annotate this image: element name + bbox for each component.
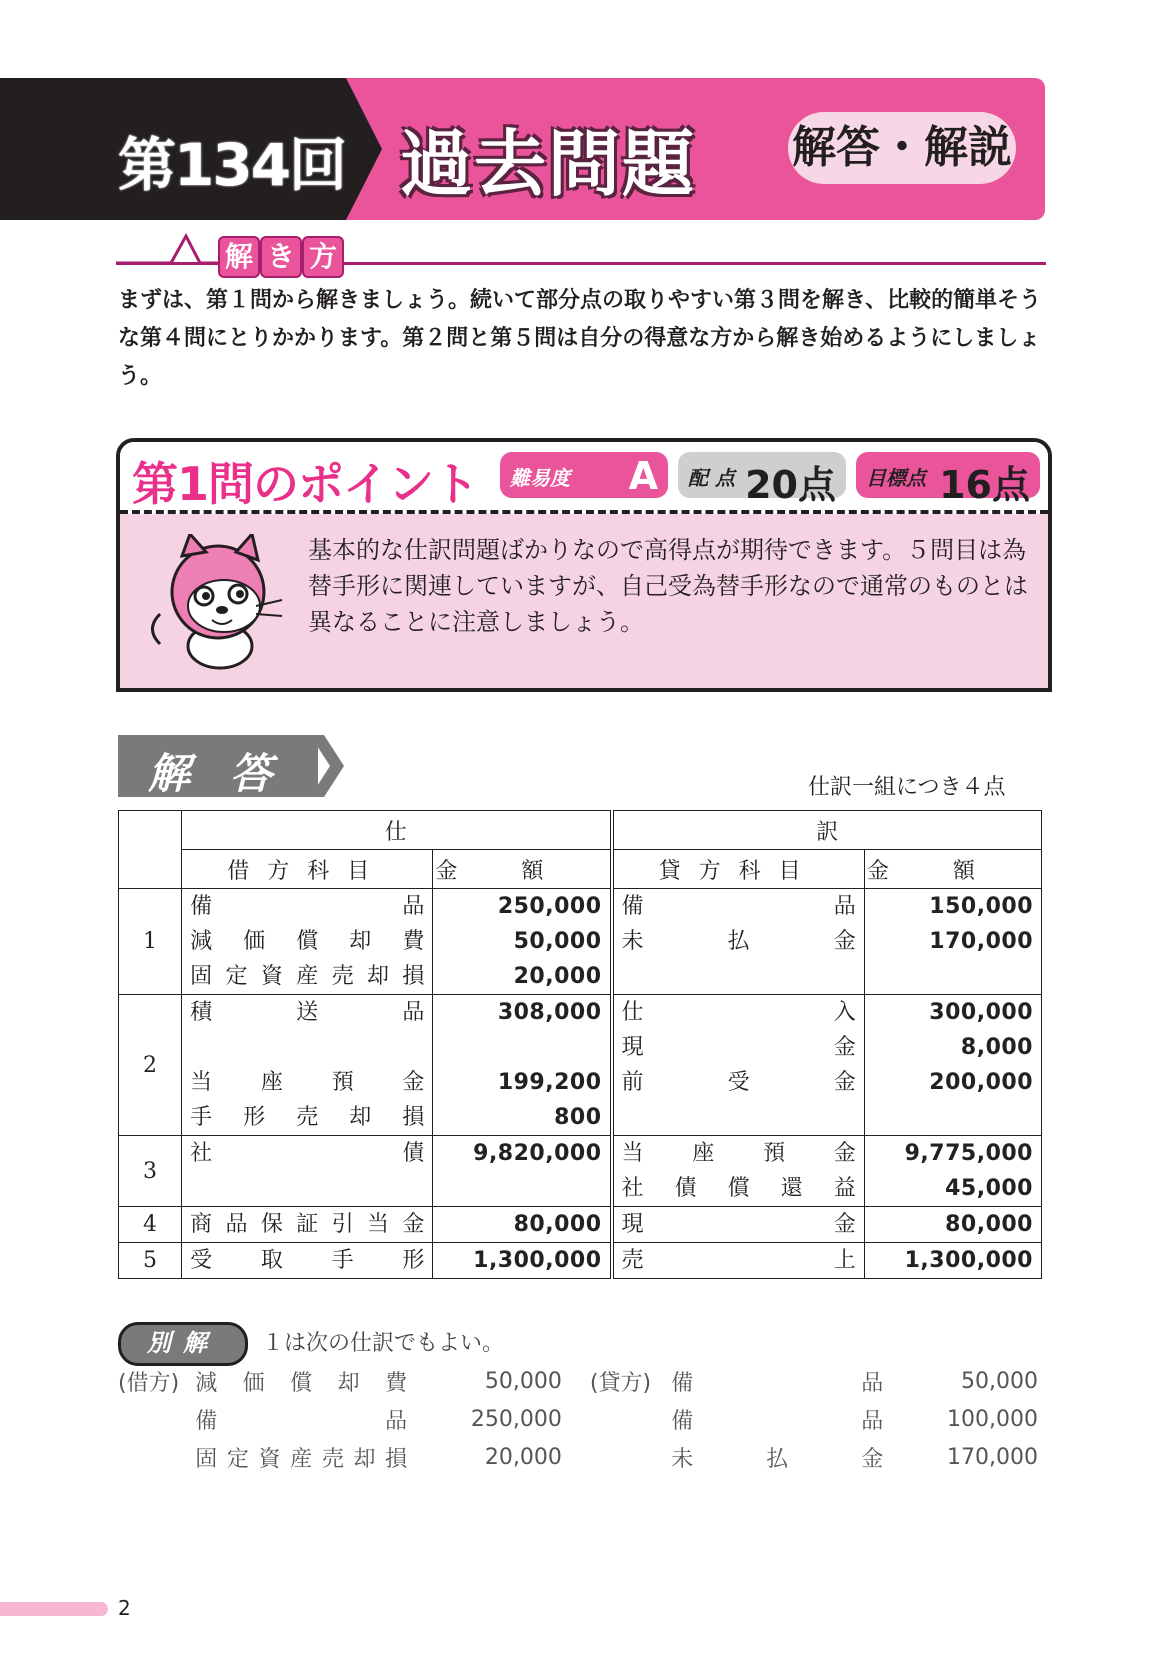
alternative-table — [118, 1362, 1038, 1476]
alternative-row — [118, 1438, 1038, 1476]
answer-header — [118, 735, 318, 797]
account-char: 還 — [780, 1176, 803, 1201]
debit-amount-cell — [433, 889, 612, 995]
credit-account-cell — [612, 889, 865, 995]
debit-account-cell — [182, 889, 433, 995]
credit-account — [614, 889, 864, 924]
account-char: 金 — [833, 1141, 856, 1166]
howto-char-1: 解 — [218, 236, 260, 278]
header-credit-account-text: 貸方科目 — [658, 858, 819, 884]
debit-amount-cell — [433, 1136, 612, 1207]
account-char: 価 — [242, 1370, 265, 1396]
account-char: 形 — [402, 1248, 425, 1273]
account-char: 売 — [321, 1446, 344, 1472]
debit-account — [182, 1207, 432, 1242]
account-char: 仕 — [621, 1000, 644, 1025]
account-char: 却 — [349, 1105, 372, 1130]
credit-account-cell — [612, 1243, 865, 1279]
account-char: 形 — [243, 1105, 266, 1130]
target-label: 目標点 — [866, 466, 926, 490]
account-char: 定 — [225, 964, 248, 989]
credit-account — [614, 1065, 864, 1100]
credit-amount: 8,000 — [960, 1035, 1033, 1060]
answer-explanation-badge: 解答・解説 — [788, 112, 1016, 184]
difficulty-label: 難易度 — [510, 466, 570, 490]
header-debit-account — [182, 850, 433, 889]
difficulty-value: A — [628, 454, 658, 498]
credit-amount-cell — [864, 995, 1041, 1136]
account-char: 座 — [260, 1070, 283, 1095]
account-char: 金 — [833, 1070, 856, 1095]
account-char: 証 — [296, 1212, 319, 1237]
alt-credit-amount: 100,000 — [947, 1406, 1038, 1432]
account-char: 預 — [763, 1141, 786, 1166]
score-chip — [678, 452, 846, 507]
account-char: 損 — [402, 1105, 425, 1130]
credit-side-label — [562, 1438, 671, 1476]
account-char: 現 — [621, 1212, 644, 1237]
account-char: 金 — [861, 1446, 884, 1472]
account-char: 送 — [296, 1000, 319, 1025]
credit-amount: 45,000 — [945, 1176, 1033, 1201]
score-label: 配 点 — [688, 466, 735, 490]
debit-side-label — [118, 1438, 195, 1476]
footer-bar — [0, 1602, 108, 1616]
debit-account — [182, 995, 432, 1030]
credit-account — [614, 995, 864, 1030]
account-char: 固 — [190, 964, 213, 989]
point-box — [116, 438, 1052, 692]
debit-amount: 250,000 — [497, 894, 602, 919]
account-char: 売 — [296, 1105, 319, 1130]
account-char: 金 — [833, 929, 856, 954]
credit-account-cell — [612, 1207, 865, 1243]
credit-account — [614, 1243, 864, 1278]
score-value: 20点 — [745, 463, 836, 507]
alt-debit-amount: 50,000 — [484, 1368, 562, 1394]
point-text: 基本的な仕訳問題ばかりなので高得点が期待できます。５問目は為替手形に関連していますが、自己受為替手形なので通常のものとは異なることに注意しましょう。 — [308, 536, 1028, 636]
account-char: 固 — [195, 1446, 218, 1472]
header-shi: 仕 — [182, 811, 612, 850]
account-char: 金 — [833, 1035, 856, 1060]
alt-debit-account — [195, 1438, 422, 1476]
account-char: 現 — [621, 1035, 644, 1060]
howto-zigzag-icon — [116, 232, 226, 266]
debit-account — [182, 1030, 432, 1065]
journal-table — [118, 810, 1042, 1279]
table-row — [119, 1136, 1042, 1207]
alt-debit-account-text — [195, 1366, 407, 1397]
account-char: 上 — [833, 1248, 856, 1273]
account-char: 未 — [671, 1446, 694, 1472]
point-header — [120, 442, 1048, 514]
alt-credit-account — [671, 1362, 898, 1400]
round-title: 第134回 — [118, 131, 346, 199]
alt-credit-account-text — [671, 1442, 883, 1473]
account-char: 金 — [833, 1212, 856, 1237]
page-title: 過去問題 — [400, 122, 697, 206]
credit-amount — [865, 1100, 1041, 1135]
account-char: 減 — [190, 929, 213, 954]
credit-amount: 200,000 — [929, 1070, 1033, 1095]
debit-amount: 9,820,000 — [473, 1141, 602, 1166]
alternative-note: １は次の仕訳でもよい。 — [262, 1331, 505, 1356]
table-corner — [119, 811, 182, 889]
credit-amount: 9,775,000 — [904, 1141, 1033, 1166]
account-char: 備 — [621, 894, 644, 919]
account-char: 品 — [402, 894, 425, 919]
account-char: 受 — [190, 1248, 213, 1273]
header-banner — [0, 78, 1045, 220]
entry-number: 2 — [119, 995, 182, 1136]
account-char: 償 — [296, 929, 319, 954]
debit-side-label: (借方) — [118, 1370, 180, 1396]
account-char: 品 — [402, 1000, 425, 1025]
account-char: 社 — [621, 1176, 644, 1201]
debit-amount — [433, 1171, 609, 1206]
account-char: 払 — [766, 1446, 789, 1472]
header-wake: 訳 — [612, 811, 1042, 850]
debit-amount-cell — [433, 1207, 612, 1243]
account-char: 損 — [385, 1446, 408, 1472]
chevron-right-icon — [310, 735, 350, 797]
header-credit-amount — [864, 850, 1041, 889]
header-credit-account — [612, 850, 865, 889]
account-char: 減 — [195, 1370, 218, 1396]
debit-account — [182, 889, 432, 924]
debit-amount: 308,000 — [497, 1000, 602, 1025]
account-char: 座 — [692, 1141, 715, 1166]
debit-account-cell — [182, 995, 433, 1136]
credit-account — [614, 1100, 864, 1135]
debit-account-cell — [182, 1207, 433, 1243]
point-title: 第1問のポイント — [132, 457, 479, 511]
account-char: 手 — [331, 1248, 354, 1273]
account-char: 品 — [861, 1370, 884, 1396]
account-char: 前 — [621, 1070, 644, 1095]
account-char: 備 — [195, 1408, 218, 1434]
table-row — [119, 995, 1042, 1136]
alternative-row — [118, 1362, 1038, 1400]
account-char: 売 — [621, 1248, 644, 1273]
account-char: 入 — [833, 1000, 856, 1025]
page-number: 2 — [118, 1596, 131, 1620]
entry-number: 3 — [119, 1136, 182, 1207]
credit-account — [614, 924, 864, 959]
account-char: 償 — [727, 1176, 750, 1201]
credit-side-label — [562, 1400, 671, 1438]
alt-debit-account — [195, 1400, 422, 1438]
account-char: 商 — [190, 1212, 213, 1237]
banner-arrow — [346, 78, 382, 220]
account-char: 当 — [621, 1141, 644, 1166]
debit-amount: 1,300,000 — [473, 1248, 602, 1273]
alt-debit-amount: 250,000 — [470, 1406, 562, 1432]
account-char: 受 — [727, 1070, 750, 1095]
account-char: 取 — [260, 1248, 283, 1273]
credit-amount-cell — [864, 1243, 1041, 1279]
account-char: 預 — [331, 1070, 354, 1095]
account-char: 保 — [260, 1212, 283, 1237]
debit-account-cell — [182, 1136, 433, 1207]
answer-label: 解答 — [148, 749, 313, 798]
account-char: 金 — [402, 1212, 425, 1237]
debit-amount-cell — [433, 995, 612, 1136]
account-char: 備 — [190, 894, 213, 919]
debit-side-label — [118, 1400, 195, 1438]
credit-amount-cell — [864, 1207, 1041, 1243]
credit-account-cell — [612, 1136, 865, 1207]
debit-account — [182, 1136, 432, 1171]
debit-amount: 50,000 — [513, 929, 602, 954]
account-char: 費 — [402, 929, 425, 954]
account-char: 備 — [671, 1370, 694, 1396]
target-value: 16点 — [939, 463, 1030, 507]
debit-amount: 800 — [554, 1105, 602, 1130]
howto-char-2: き — [260, 236, 302, 278]
credit-amount: 80,000 — [945, 1212, 1033, 1237]
account-char: 損 — [402, 964, 425, 989]
credit-account — [614, 1171, 864, 1206]
account-char: 償 — [290, 1370, 313, 1396]
entry-number: 1 — [119, 889, 182, 995]
header-debit-amount — [433, 850, 612, 889]
entry-number: 5 — [119, 1243, 182, 1279]
debit-account — [182, 1065, 432, 1100]
account-char: 品 — [225, 1212, 248, 1237]
account-char: 手 — [190, 1105, 213, 1130]
header-credit-amount-text: 金額 — [866, 858, 1039, 884]
debit-amount-cell — [433, 1243, 612, 1279]
credit-amount-cell — [864, 1136, 1041, 1207]
account-char: 金 — [402, 1070, 425, 1095]
debit-amount: 20,000 — [513, 964, 602, 989]
credit-account — [614, 1136, 864, 1171]
account-char: 品 — [833, 894, 856, 919]
account-char: 債 — [402, 1141, 425, 1166]
credit-amount: 150,000 — [929, 894, 1033, 919]
account-char: 引 — [331, 1212, 354, 1237]
alt-credit-account — [671, 1400, 898, 1438]
entry-number: 4 — [119, 1207, 182, 1243]
credit-amount-cell — [864, 889, 1041, 995]
account-char: 定 — [226, 1446, 249, 1472]
credit-amount — [865, 959, 1041, 994]
account-char: 未 — [621, 929, 644, 954]
account-char: 却 — [353, 1446, 376, 1472]
account-char: 当 — [190, 1070, 213, 1095]
account-char: 資 — [260, 964, 283, 989]
target-chip — [856, 452, 1040, 507]
difficulty-chip — [500, 452, 668, 498]
account-char: 品 — [861, 1408, 884, 1434]
header-debit-account-text: 借方科目 — [227, 858, 388, 884]
debit-account — [182, 1171, 432, 1206]
credit-account — [614, 1207, 864, 1242]
header-debit-amount-text: 金額 — [435, 858, 608, 884]
debit-account — [182, 924, 432, 959]
account-char: 価 — [243, 929, 266, 954]
alternative-badge: 別解 — [118, 1322, 248, 1366]
alt-credit-account-text — [671, 1366, 883, 1397]
alternative-row — [118, 1400, 1038, 1438]
account-char: 売 — [331, 964, 354, 989]
account-char: 却 — [337, 1370, 360, 1396]
alt-debit-account — [195, 1362, 422, 1400]
account-char: 資 — [258, 1446, 281, 1472]
account-char: 債 — [674, 1176, 697, 1201]
alt-credit-account-text — [671, 1404, 883, 1435]
debit-amount: 199,200 — [497, 1070, 602, 1095]
credit-side-label: (貸方) — [589, 1370, 652, 1396]
debit-account-cell — [182, 1243, 433, 1279]
alt-credit-account — [671, 1438, 898, 1476]
debit-account — [182, 1100, 432, 1135]
credit-amount: 300,000 — [929, 1000, 1033, 1025]
account-char: 産 — [296, 964, 319, 989]
debit-amount — [433, 1030, 609, 1065]
account-char: 却 — [349, 929, 372, 954]
account-char: 払 — [727, 929, 750, 954]
scoring-note: 仕訳一組につき４点 — [808, 775, 1006, 800]
debit-amount: 80,000 — [513, 1212, 602, 1237]
account-char: 積 — [190, 1000, 213, 1025]
alt-debit-account-text — [195, 1442, 407, 1473]
alt-debit-amount: 20,000 — [484, 1444, 562, 1470]
howto-text: まずは、第１問から解きましょう。続いて部分点の取りやすい第３問を解き、比較的簡単そうな第４問にとりかかります。第２問と第５問は自分の得意な方から解き始めるようにしましょう。 — [118, 288, 1042, 389]
credit-account-cell — [612, 995, 865, 1136]
cat-mascot-icon — [140, 534, 290, 674]
table-row — [119, 1207, 1042, 1243]
table-row — [119, 1243, 1042, 1279]
debit-account — [182, 959, 432, 994]
credit-account — [614, 959, 864, 994]
account-char: 益 — [833, 1176, 856, 1201]
alt-credit-amount: 170,000 — [947, 1444, 1038, 1470]
howto-char-3: 方 — [302, 236, 344, 278]
account-char: 当 — [366, 1212, 389, 1237]
account-char: 品 — [385, 1408, 408, 1434]
account-char: 産 — [290, 1446, 313, 1472]
table-row — [119, 889, 1042, 995]
account-char: 社 — [190, 1141, 213, 1166]
credit-account — [614, 1030, 864, 1065]
account-char: 備 — [671, 1408, 694, 1434]
alt-credit-amount: 50,000 — [961, 1368, 1038, 1394]
debit-account — [182, 1243, 432, 1278]
account-char: 費 — [385, 1370, 408, 1396]
alt-debit-account-text — [195, 1404, 407, 1435]
credit-amount: 1,300,000 — [904, 1248, 1033, 1273]
credit-amount: 170,000 — [929, 929, 1033, 954]
account-char: 却 — [366, 964, 389, 989]
